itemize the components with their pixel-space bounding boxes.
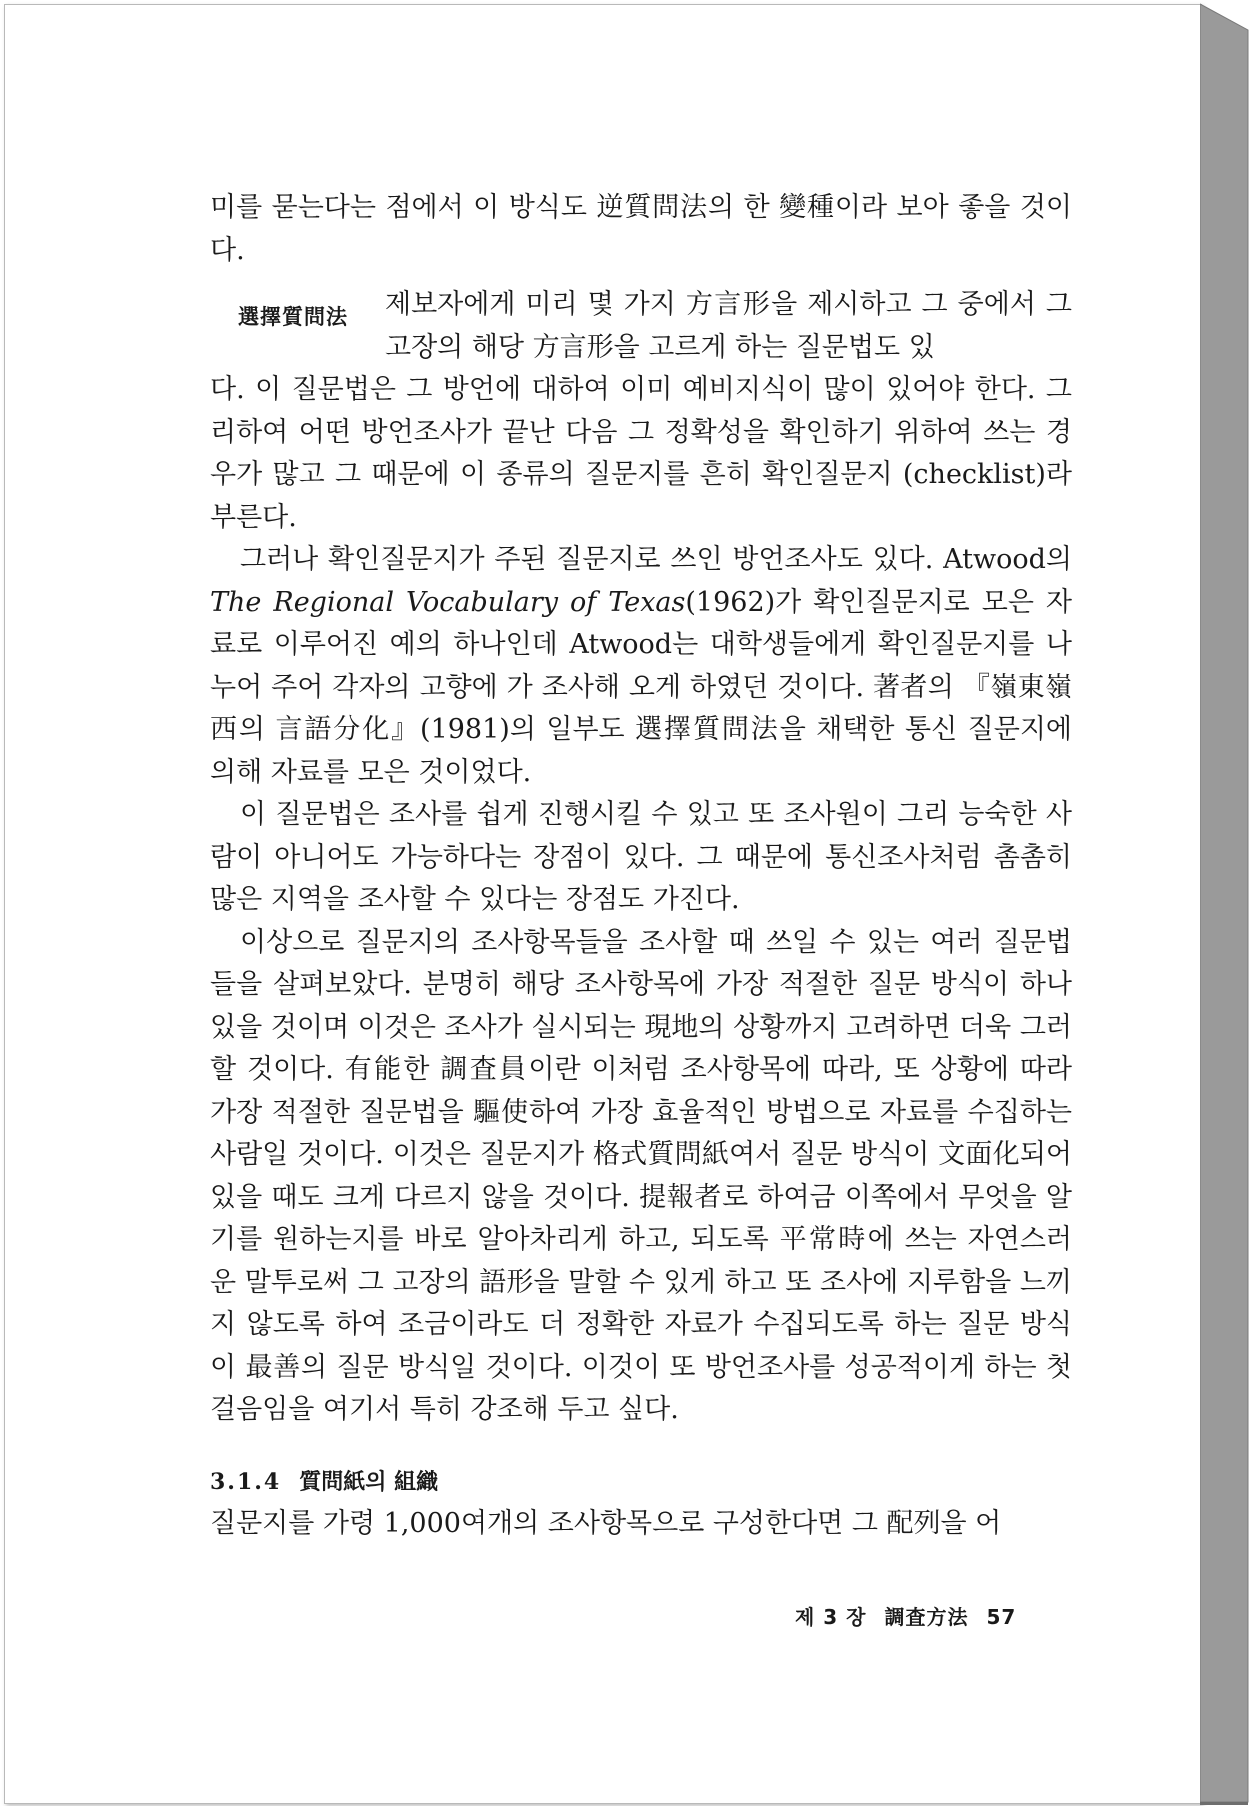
paragraph-1: 미를 묻는다는 점에서 이 방식도 逆質問法의 한 變種이라 보아 좋을 것이다. <box>210 192 1072 266</box>
paragraph-3-start: 그러나 확인질문지가 주된 질문지로 쓰인 방언조사도 있다. Atwood의 <box>240 544 1072 575</box>
paragraph-4: 이 질문법은 조사를 쉽게 진행시킬 수 있고 또 조사원이 그리 능숙한 사람이 아니어도 가능하다는 장점이 있다. 그 때문에 통신조사처럼 촘촘히 많은 지역을 조사할 수 있다는 장점도 가진다. <box>210 799 1072 915</box>
paragraph-2: 다. 이 질문법은 그 방언에 대하여 이미 예비지식이 많이 있어야 한다. 그리하여 어떤 방언조사가 끝난 다음 그 정확성을 확인하기 위하여 쓰는 경우가 많고 그 때문에 이 종류의 질문지를 흔히 확인질문지 (checklist)라 부른다. <box>210 374 1072 533</box>
page-stack-edge <box>1200 0 1253 1806</box>
paragraph-6: 질문지를 가령 1,000여개의 조사항목으로 구성한다면 그 配列을 어 <box>210 1507 1002 1539</box>
page-number: 57 <box>986 1605 1017 1629</box>
side-heading: 選擇質問法 <box>238 305 348 329</box>
side-heading-block <box>210 284 1072 369</box>
book-title: The Regional Vocabulary of Texas <box>210 586 686 618</box>
chapter-label: 제 3 장 <box>795 1605 867 1629</box>
paragraph-3 <box>210 539 1072 794</box>
paragraph-2-side: 제보자에게 미리 몇 가지 方言形을 제시하고 그 중에서 그 고장의 해당 方言形을 고르게 하는 질문법도 있 <box>385 289 1072 363</box>
page-footer <box>795 1601 1105 1641</box>
section-heading <box>210 1462 1072 1503</box>
paragraph-5: 이상으로 질문지의 조사항목들을 조사할 때 쓰일 수 있는 여러 질문법들을 살펴보았다. 분명히 해당 조사항목에 가장 적절한 질문 방식이 하나 있을 것이며 이것은 조사가 실시되는 現地의 상황까지 고려하면 더욱 그러할 것이다. 有能한 調査員이란 이처럼 조사항목에 따라, 또 상황에 따라 가장 적절한 질문법을 驅使하여 가장 효율적인 방법으로 자료를 수집하는 사람일 것이다. 이것은 질문지가 格式質問紙여서 질문 방식이 文面化되어 있을 때도 크게 다르지 않을 것이다. 提報者로 하여금 이쪽에서 무엇을 알기를 원하는지를 바로 알아차리게 하고, 되도록 平常時에 쓰는 자연스러운 말투로써 그 고장의 語形을 말할 수 있게 하고 또 조사에 지루함을 느끼지 않도록 하여 조금이라도 더 정확한 자료가 수집되도록 하는 질문 방식이 最善의 질문 방식일 것이다. 이것이 또 방언조사를 성공적이게 하는 첫걸음임을 여기서 특히 강조해 두고 싶다. <box>210 926 1072 1425</box>
paragraph-3-rest: (1962)가 확인질문지로 모은 자료로 이루어진 예의 하나인데 Atwood는 대학생들에게 확인질문지를 나누어 주어 각자의 고향에 가 조사해 오게 하였던 것이다. 著者의 『嶺東嶺西의 言語分化』(1981)의 일부도 選擇質問法을 채택한 통신 질문지에 의해 자료를 모은 것이었다. <box>210 586 1072 788</box>
section-title: 質問紙의 組織 <box>299 1469 439 1495</box>
book-page <box>4 4 1202 1804</box>
page-body <box>210 187 1072 1545</box>
chapter-title: 調査方法 <box>884 1605 969 1629</box>
section-number: 3.1.4 <box>210 1468 282 1495</box>
